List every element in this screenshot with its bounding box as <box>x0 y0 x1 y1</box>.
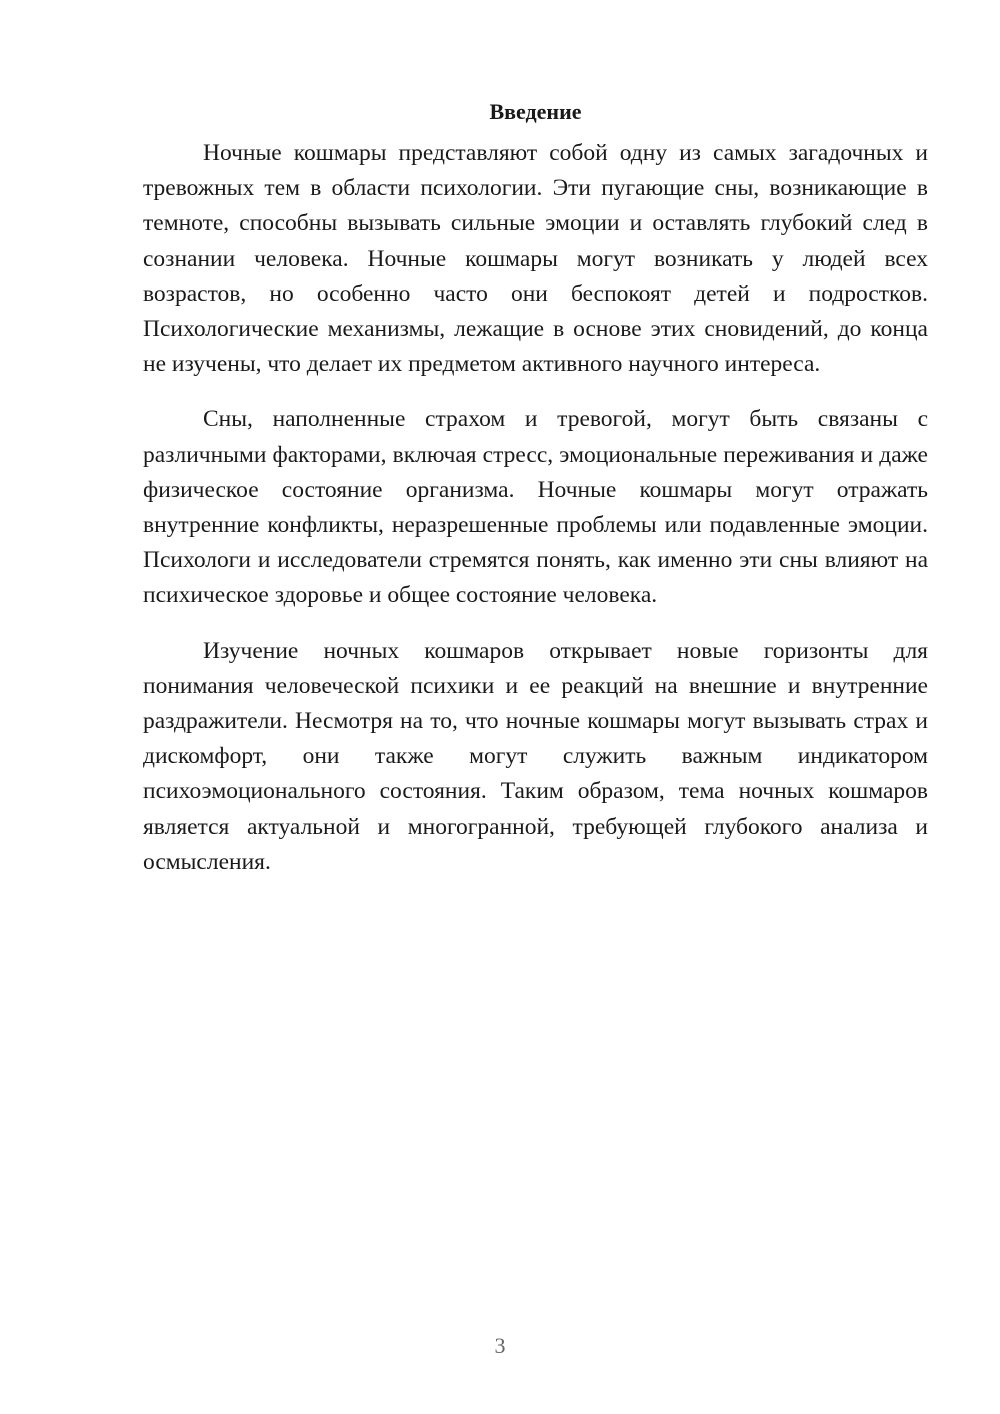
page-content <box>143 92 928 900</box>
page-number: 3 <box>494 1333 506 1358</box>
paragraph-1: Ночные кошмары представляют собой одну из самых загадочных и тревожных тем в области психологии. Эти пугающие сны, возникающие в темноте, способны вызывать сильные эмоции и оставлять глубокий след в сознании человека. Ночные кошмары могут возникать у людей всех возрастов, но особенно часто они беспокоят детей и подростков. Психологические механизмы, лежащие в основе этих сновидений, до конца не изучены, что делает их предметом активного научного интереса. <box>143 140 928 378</box>
section-heading: Введение <box>489 99 582 124</box>
paragraph-2: Сны, наполненные страхом и тревогой, могут быть связаны с различными факторами, включая стресс, эмоциональные переживания и даже физическое состояние организма. Ночные кошмары могут отражать внутренние конфликты, неразрешенные проблемы или подавленные эмоции. Психологи и исследователи стремятся понять, как именно эти сны влияют на психическое здоровье и общее состояние человека. <box>143 406 928 609</box>
paragraph-3: Изучение ночных кошмаров открывает новые горизонты для понимания человеческой психики и ее реакций на внешние и внутренние раздражители. Несмотря на то, что ночные кошмары могут вызывать страх и дискомфорт, они также могут служить важным индикатором психоэмоционального состояния. Таким образом, тема ночных кошмаров является актуальной и многогранной, требующей глубокого анализа и осмысления. <box>143 637 928 875</box>
